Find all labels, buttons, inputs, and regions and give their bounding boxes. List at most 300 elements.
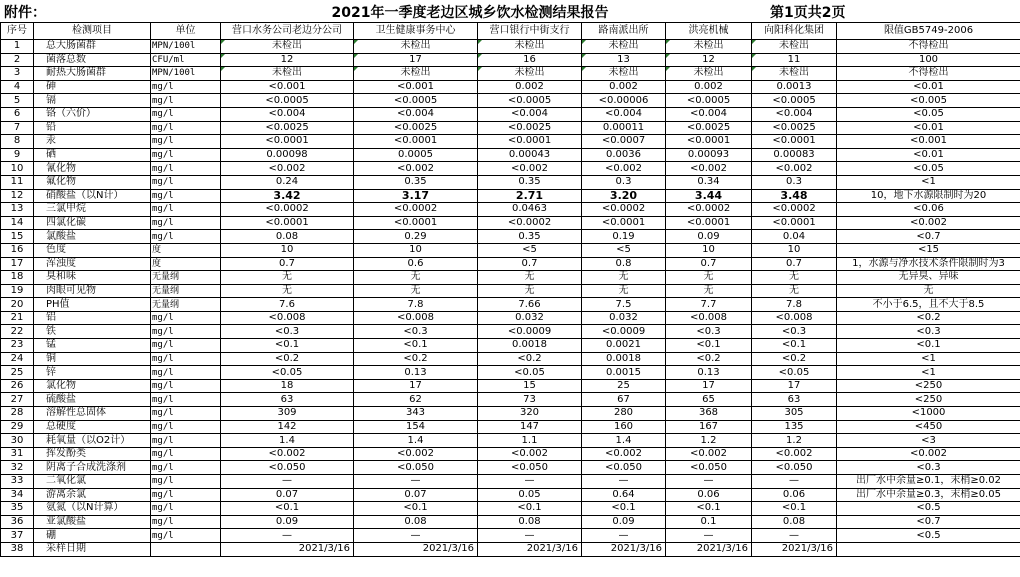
row-number: 25 (1, 366, 34, 380)
row-number: 9 (1, 148, 34, 162)
value-cell: 0.35 (478, 230, 582, 244)
limit-cell: 不小于6.5，且不大于8.5 (837, 298, 1020, 312)
row-number: 24 (1, 352, 34, 366)
value-cell: <0.1 (221, 339, 354, 353)
unit-cell: mg/l (151, 94, 221, 108)
value-cell: <0.002 (666, 447, 752, 461)
title-bar (0, 0, 1020, 21)
value-cell: 0.07 (354, 488, 478, 502)
value-cell: <0.0002 (478, 216, 582, 230)
table-row (1, 379, 1020, 393)
table-row (1, 271, 1020, 285)
row-number: 32 (1, 461, 34, 475)
value-cell: 0.0021 (582, 339, 666, 353)
limit-cell: <1 (837, 352, 1020, 366)
unit-cell: mg/l (151, 325, 221, 339)
row-number: 21 (1, 311, 34, 325)
limit-cell (837, 542, 1020, 556)
limit-cell: 不得检出 (837, 67, 1020, 81)
value-cell: <0.050 (582, 461, 666, 475)
value-cell: 未检出 (221, 40, 354, 54)
value-cell: 2021/3/16 (221, 542, 354, 556)
unit-cell: 无量纲 (151, 271, 221, 285)
value-cell: — (666, 529, 752, 543)
value-cell: <0.00006 (582, 94, 666, 108)
table-row (1, 107, 1020, 121)
unit-cell: 无量纲 (151, 284, 221, 298)
value-cell: 无 (221, 271, 354, 285)
value-cell: 17 (354, 53, 478, 67)
unit-cell: mg/l (151, 162, 221, 176)
item-name: 总大肠菌群 (34, 40, 151, 54)
value-cell: 10 (666, 243, 752, 257)
value-cell: 0.06 (752, 488, 837, 502)
unit-cell: 无量纲 (151, 298, 221, 312)
unit-cell: mg/l (151, 502, 221, 516)
table-row (1, 284, 1020, 298)
row-number: 6 (1, 107, 34, 121)
value-cell: <0.05 (221, 366, 354, 380)
header-cell: 营口水务公司老边分公司 (221, 23, 354, 40)
value-cell: 3.48 (752, 189, 837, 203)
value-cell: 0.00043 (478, 148, 582, 162)
header-cell: 单位 (151, 23, 221, 40)
page-indicator: 第1页共2页 (770, 5, 846, 21)
table-row (1, 434, 1020, 448)
value-cell: 0.06 (666, 488, 752, 502)
unit-cell: mg/l (151, 189, 221, 203)
value-cell: — (354, 529, 478, 543)
value-cell: <0.0002 (582, 203, 666, 217)
value-cell: <0.004 (354, 107, 478, 121)
limit-cell: <250 (837, 379, 1020, 393)
table-row (1, 67, 1020, 81)
limit-cell: <0.002 (837, 216, 1020, 230)
value-cell: <5 (582, 243, 666, 257)
value-cell: <0.002 (582, 162, 666, 176)
table-row (1, 393, 1020, 407)
item-name: 二氧化氯 (34, 475, 151, 489)
value-cell: — (478, 529, 582, 543)
value-cell: <0.0001 (354, 216, 478, 230)
value-cell: <0.3 (221, 325, 354, 339)
item-name: 菌落总数 (34, 53, 151, 67)
value-cell: 0.34 (666, 175, 752, 189)
limit-cell: <0.7 (837, 515, 1020, 529)
row-number: 8 (1, 135, 34, 149)
value-cell: 2.71 (478, 189, 582, 203)
value-cell: 0.7 (666, 257, 752, 271)
item-name: 铜 (34, 352, 151, 366)
value-cell: <0.0001 (354, 135, 478, 149)
value-cell: 154 (354, 420, 478, 434)
value-cell: <0.001 (354, 80, 478, 94)
table-row (1, 40, 1020, 54)
value-cell: <0.2 (752, 352, 837, 366)
value-cell: 7.66 (478, 298, 582, 312)
value-cell: — (752, 529, 837, 543)
value-cell: 0.7 (752, 257, 837, 271)
item-name: 三氯甲烷 (34, 203, 151, 217)
value-cell: 280 (582, 407, 666, 421)
value-cell: <0.0002 (752, 203, 837, 217)
table-row (1, 121, 1020, 135)
limit-cell: 出厂水中余量≥0.1，末梢≥0.02 (837, 475, 1020, 489)
item-name: 铅 (34, 121, 151, 135)
item-name: 硒 (34, 148, 151, 162)
value-cell: 0.0013 (752, 80, 837, 94)
limit-cell: <15 (837, 243, 1020, 257)
value-cell: 0.0018 (582, 352, 666, 366)
limit-cell: <0.005 (837, 94, 1020, 108)
value-cell: <0.3 (666, 325, 752, 339)
item-name: 采样日期 (34, 542, 151, 556)
row-number: 30 (1, 434, 34, 448)
item-name: 耐热大肠菌群 (34, 67, 151, 81)
unit-cell: mg/l (151, 488, 221, 502)
value-cell: <0.2 (478, 352, 582, 366)
value-cell: <0.1 (354, 502, 478, 516)
item-name: 镉 (34, 94, 151, 108)
value-cell: 368 (666, 407, 752, 421)
value-cell: <0.1 (752, 502, 837, 516)
table-row (1, 189, 1020, 203)
table-row (1, 311, 1020, 325)
limit-cell: 出厂水中余量≥0.3，末梢≥0.05 (837, 488, 1020, 502)
limit-cell: 不得检出 (837, 40, 1020, 54)
item-name: 总硬度 (34, 420, 151, 434)
unit-cell: mg/l (151, 407, 221, 421)
value-cell: <0.050 (354, 461, 478, 475)
value-cell: <0.050 (666, 461, 752, 475)
row-number: 4 (1, 80, 34, 94)
value-cell: <0.0025 (478, 121, 582, 135)
row-number: 16 (1, 243, 34, 257)
value-cell: <0.1 (478, 502, 582, 516)
table-row (1, 135, 1020, 149)
row-number: 12 (1, 189, 34, 203)
item-name: 硝酸盐（以N计） (34, 189, 151, 203)
value-cell: <0.0001 (582, 216, 666, 230)
unit-cell: mg/l (151, 230, 221, 244)
value-cell: <0.0005 (666, 94, 752, 108)
table-row (1, 162, 1020, 176)
table-header-row (1, 23, 1020, 40)
value-cell: 13 (582, 53, 666, 67)
table-row (1, 461, 1020, 475)
value-cell: 0.0015 (582, 366, 666, 380)
row-number: 38 (1, 542, 34, 556)
value-cell: 无 (478, 271, 582, 285)
value-cell: <0.0007 (582, 135, 666, 149)
unit-cell: mg/l (151, 420, 221, 434)
value-cell: — (582, 529, 666, 543)
value-cell: <0.008 (666, 311, 752, 325)
value-cell: 1.2 (752, 434, 837, 448)
value-cell: 0.24 (221, 175, 354, 189)
item-name: 硼 (34, 529, 151, 543)
value-cell: 未检出 (666, 40, 752, 54)
value-cell: 无 (354, 271, 478, 285)
item-name: 四氯化碳 (34, 216, 151, 230)
value-cell: 3.17 (354, 189, 478, 203)
limit-cell: <0.7 (837, 230, 1020, 244)
row-number: 14 (1, 216, 34, 230)
unit-cell (151, 542, 221, 556)
value-cell: 0.04 (752, 230, 837, 244)
value-cell: 0.002 (478, 80, 582, 94)
unit-cell: MPN/100l (151, 40, 221, 54)
table-row (1, 488, 1020, 502)
value-cell: 未检出 (354, 67, 478, 81)
value-cell: 3.20 (582, 189, 666, 203)
table-row (1, 366, 1020, 380)
value-cell: 0.002 (666, 80, 752, 94)
value-cell: <0.2 (666, 352, 752, 366)
value-cell: 0.7 (221, 257, 354, 271)
attachment-label: 附件： (4, 5, 46, 21)
value-cell: <0.0009 (478, 325, 582, 339)
value-cell: — (221, 475, 354, 489)
value-cell: <0.0002 (354, 203, 478, 217)
unit-cell: mg/l (151, 379, 221, 393)
row-number: 7 (1, 121, 34, 135)
limit-cell: <0.05 (837, 162, 1020, 176)
value-cell: 无 (752, 284, 837, 298)
value-cell: 0.13 (666, 366, 752, 380)
row-number: 22 (1, 325, 34, 339)
unit-cell: mg/l (151, 339, 221, 353)
header-cell: 限值GB5749-2006 (837, 23, 1020, 40)
header-cell: 向阳科化集团 (752, 23, 837, 40)
limit-cell: 无异臭、异味 (837, 271, 1020, 285)
value-cell: <0.05 (752, 366, 837, 380)
header-cell: 营口银行中街支行 (478, 23, 582, 40)
value-cell: 0.09 (666, 230, 752, 244)
value-cell: 17 (354, 379, 478, 393)
value-cell: <0.002 (752, 162, 837, 176)
limit-cell: <0.002 (837, 447, 1020, 461)
value-cell: 1.4 (582, 434, 666, 448)
value-cell: 未检出 (478, 67, 582, 81)
value-cell: <0.002 (354, 162, 478, 176)
value-cell: 0.002 (582, 80, 666, 94)
limit-cell: 10，地下水源限制时为20 (837, 189, 1020, 203)
value-cell: <5 (478, 243, 582, 257)
value-cell: <0.004 (221, 107, 354, 121)
table-row (1, 216, 1020, 230)
value-cell: 0.29 (354, 230, 478, 244)
value-cell: 无 (752, 271, 837, 285)
value-cell: 0.08 (752, 515, 837, 529)
value-cell: — (666, 475, 752, 489)
unit-cell: mg/l (151, 148, 221, 162)
value-cell: <0.0025 (221, 121, 354, 135)
value-cell: 0.35 (478, 175, 582, 189)
table-row (1, 407, 1020, 421)
value-cell: 0.7 (478, 257, 582, 271)
value-cell: <0.0005 (752, 94, 837, 108)
value-cell: <0.004 (582, 107, 666, 121)
unit-cell: mg/l (151, 80, 221, 94)
limit-cell: <0.01 (837, 121, 1020, 135)
row-number: 29 (1, 420, 34, 434)
value-cell: <0.0025 (354, 121, 478, 135)
value-cell: — (752, 475, 837, 489)
value-cell: <0.3 (354, 325, 478, 339)
value-cell: <0.008 (354, 311, 478, 325)
value-cell: 0.032 (582, 311, 666, 325)
results-table (0, 22, 1020, 557)
limit-cell: <0.1 (837, 339, 1020, 353)
table-row (1, 175, 1020, 189)
row-number: 13 (1, 203, 34, 217)
table-row (1, 325, 1020, 339)
value-cell: 12 (221, 53, 354, 67)
value-cell: 3.42 (221, 189, 354, 203)
value-cell: <0.2 (221, 352, 354, 366)
item-name: 铁 (34, 325, 151, 339)
limit-cell: <0.3 (837, 461, 1020, 475)
table-row (1, 542, 1020, 556)
value-cell: 10 (752, 243, 837, 257)
value-cell: 0.05 (478, 488, 582, 502)
value-cell: — (354, 475, 478, 489)
value-cell: 0.08 (478, 515, 582, 529)
item-name: 肉眼可见物 (34, 284, 151, 298)
table-row (1, 339, 1020, 353)
item-name: 溶解性总固体 (34, 407, 151, 421)
value-cell: <0.008 (221, 311, 354, 325)
item-name: 锌 (34, 366, 151, 380)
row-number: 3 (1, 67, 34, 81)
value-cell: 7.5 (582, 298, 666, 312)
value-cell: <0.0002 (221, 203, 354, 217)
header-cell: 卫生健康事务中心 (354, 23, 478, 40)
value-cell: 17 (666, 379, 752, 393)
value-cell: 2021/3/16 (752, 542, 837, 556)
item-name: 氟化物 (34, 175, 151, 189)
value-cell: — (582, 475, 666, 489)
value-cell: 未检出 (752, 67, 837, 81)
value-cell: 2021/3/16 (354, 542, 478, 556)
value-cell: 0.0463 (478, 203, 582, 217)
item-name: 铬（六价） (34, 107, 151, 121)
report-title: 2021年一季度老边区城乡饮水检测结果报告 (331, 5, 609, 21)
item-name: 亚氯酸盐 (34, 515, 151, 529)
value-cell: 7.7 (666, 298, 752, 312)
table-row (1, 352, 1020, 366)
value-cell: <0.0025 (752, 121, 837, 135)
unit-cell: mg/l (151, 107, 221, 121)
value-cell: <0.0009 (582, 325, 666, 339)
limit-cell: <0.5 (837, 502, 1020, 516)
unit-cell: mg/l (151, 366, 221, 380)
unit-cell: mg/l (151, 434, 221, 448)
row-number: 1 (1, 40, 34, 54)
item-name: 耗氧量（以O2计） (34, 434, 151, 448)
value-cell: <0.004 (478, 107, 582, 121)
unit-cell: mg/l (151, 216, 221, 230)
value-cell: <0.0001 (752, 216, 837, 230)
limit-cell: <450 (837, 420, 1020, 434)
table-row (1, 230, 1020, 244)
value-cell: <0.3 (752, 325, 837, 339)
value-cell: 未检出 (582, 40, 666, 54)
value-cell: 0.35 (354, 175, 478, 189)
value-cell: 11 (752, 53, 837, 67)
value-cell: 305 (752, 407, 837, 421)
value-cell: 1.1 (478, 434, 582, 448)
item-name: 浑浊度 (34, 257, 151, 271)
value-cell: 0.032 (478, 311, 582, 325)
value-cell: <0.050 (478, 461, 582, 475)
item-name: 铝 (34, 311, 151, 325)
value-cell: 73 (478, 393, 582, 407)
value-cell: 0.09 (221, 515, 354, 529)
table-row (1, 502, 1020, 516)
value-cell: 0.08 (354, 515, 478, 529)
limit-cell: <1 (837, 175, 1020, 189)
value-cell: 63 (752, 393, 837, 407)
value-cell: <0.1 (666, 339, 752, 353)
row-number: 17 (1, 257, 34, 271)
item-name: 砷 (34, 80, 151, 94)
value-cell: 0.0018 (478, 339, 582, 353)
unit-cell: mg/l (151, 203, 221, 217)
value-cell: — (478, 475, 582, 489)
row-number: 36 (1, 515, 34, 529)
value-cell: 0.07 (221, 488, 354, 502)
value-cell: 10 (221, 243, 354, 257)
value-cell: 7.8 (752, 298, 837, 312)
value-cell: <0.008 (752, 311, 837, 325)
unit-cell: mg/l (151, 311, 221, 325)
value-cell: 未检出 (221, 67, 354, 81)
table-row (1, 529, 1020, 543)
value-cell: 2021/3/16 (666, 542, 752, 556)
table-row (1, 257, 1020, 271)
item-name: 游离余氯 (34, 488, 151, 502)
value-cell: 10 (354, 243, 478, 257)
value-cell: 0.13 (354, 366, 478, 380)
value-cell: <0.1 (354, 339, 478, 353)
table-row (1, 420, 1020, 434)
unit-cell: mg/l (151, 475, 221, 489)
value-cell: <0.002 (221, 162, 354, 176)
value-cell: 3.44 (666, 189, 752, 203)
item-name: 硫酸盐 (34, 393, 151, 407)
value-cell: 无 (666, 271, 752, 285)
value-cell: <0.002 (666, 162, 752, 176)
value-cell: <0.1 (221, 502, 354, 516)
value-cell: 0.00011 (582, 121, 666, 135)
item-name: 汞 (34, 135, 151, 149)
value-cell: 未检出 (666, 67, 752, 81)
value-cell: 无 (666, 284, 752, 298)
limit-cell: <0.001 (837, 135, 1020, 149)
unit-cell: CFU/ml (151, 53, 221, 67)
value-cell: 309 (221, 407, 354, 421)
row-number: 20 (1, 298, 34, 312)
row-number: 23 (1, 339, 34, 353)
value-cell: 63 (221, 393, 354, 407)
unit-cell: mg/l (151, 175, 221, 189)
value-cell: 无 (478, 284, 582, 298)
value-cell: <0.002 (478, 162, 582, 176)
table-row (1, 298, 1020, 312)
value-cell: 0.64 (582, 488, 666, 502)
